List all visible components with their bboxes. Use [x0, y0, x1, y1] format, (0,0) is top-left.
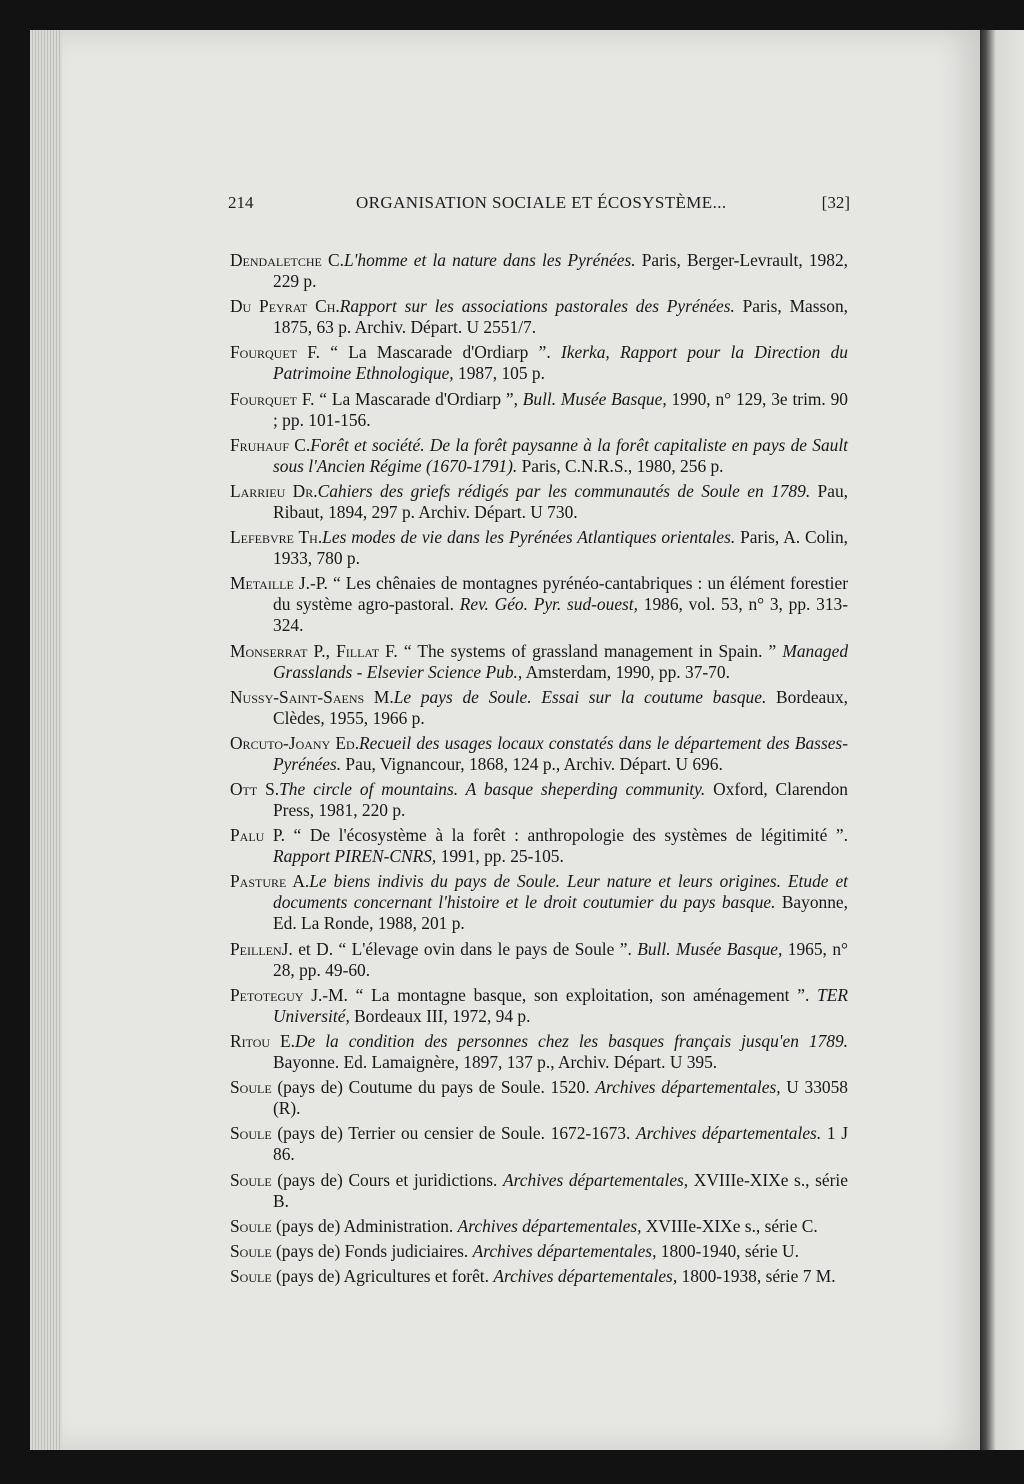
entry-details: 1991, pp. 25-105. [436, 846, 564, 867]
entry-author: Petoteguy J.-M. [230, 984, 348, 1005]
bibliography-entry [230, 481, 848, 523]
entry-author: Soule [230, 1215, 272, 1236]
entry-details: 1 J 86. [273, 1123, 848, 1165]
entry-text: (pays de) Administration. [271, 1215, 458, 1236]
entry-text: “ La montagne basque, son exploitation, son aménagement ”. [347, 984, 818, 1005]
entry-author: Pasture A. [230, 871, 310, 892]
bibliography-entry [230, 779, 848, 821]
entry-text: (pays de) Fonds judiciaires. [271, 1240, 473, 1261]
bibliography-entry [230, 687, 848, 729]
entry-author: Monserrat P., Fillat F. [230, 640, 398, 661]
entry-title: Recueil des usages locaux constatés dans le département des Basses-Pyrénées. [273, 732, 848, 774]
bibliography-entry [230, 389, 848, 431]
entry-details: U 33058 (R). [273, 1077, 848, 1119]
entry-details: 1990, n° 129, 3e trim. 90 ; pp. 101-156. [273, 388, 848, 430]
entry-author: Fruhauf C. [230, 434, 311, 455]
entry-title: Managed Grasslands - Elsevier Science Pub., [273, 640, 849, 682]
entry-author: Du Peyrat Ch. [230, 296, 340, 317]
entry-details: Oxford, Clarendon Press, 1981, 220 p. [273, 779, 848, 821]
entry-author: Palu P. [230, 825, 285, 846]
entry-author: Soule [230, 1077, 272, 1098]
bibliography-list [230, 250, 848, 1291]
entry-text: “ La Mascarade d'Ordiarp ”, [314, 388, 523, 409]
entry-title: Archives départementales, [503, 1169, 689, 1190]
entry-author: Soule [230, 1240, 272, 1261]
entry-author: Metaille J.-P. [230, 573, 328, 594]
bibliography-entry [230, 985, 848, 1027]
bibliography-entry [230, 250, 848, 292]
bibliography-entry [230, 641, 848, 683]
entry-author: Nussy-Saint-Saens M. [230, 686, 394, 707]
entry-title: Les modes de vie dans les Pyrénées Atlantiques orientales. [322, 527, 736, 548]
running-title: ORGANISATION SOCIALE ET ÉCOSYSTÈME... [356, 193, 727, 212]
bibliography-entry [230, 527, 848, 569]
entry-author: Fourquet F. [230, 388, 315, 409]
entry-details: Bayonne, Ed. La Ronde, 1988, 201 p. [273, 892, 848, 934]
entry-author: Soule [230, 1169, 272, 1190]
bibliography-entry [230, 1170, 848, 1212]
entry-details: Pau, Ribaut, 1894, 297 p. Archiv. Départ. U 730. [273, 480, 848, 522]
entry-title: Archives départementales, [457, 1215, 642, 1236]
entry-details: 1800-1938, série 7 M. [677, 1266, 836, 1287]
entry-author: Lefebvre Th. [230, 527, 323, 548]
entry-details: XVIIIe-XIXe s., série B. [273, 1169, 848, 1211]
entry-details: 1800-1940, série U. [656, 1240, 799, 1261]
entry-title: Rapport PIREN-CNRS, [273, 846, 437, 867]
bibliography-entry [230, 1241, 848, 1262]
entry-details: Bordeaux III, 1972, 94 p. [349, 1005, 531, 1026]
entry-details: Bayonne. Ed. Lamaignère, 1897, 137 p., Archiv. Départ. U 395. [273, 1052, 718, 1072]
entry-title: Cahiers des griefs rédigés par les communautés de Soule en 1789. [317, 480, 811, 501]
entry-title: Le biens indivis du pays de Soule. Leur nature et leurs origines. Etude et documents concernant l'histoire et le droit coutumier du pays basque. [273, 871, 848, 913]
entry-title: Archives départementales, [493, 1266, 678, 1287]
entry-text: “ De l'écosystème à la forêt : anthropologie des systèmes de légitimité ”. [284, 825, 848, 846]
entry-text: (pays de) Agricultures et forêt. [271, 1266, 494, 1287]
entry-title: Archives départementales, [472, 1240, 657, 1261]
bibliography-entry [230, 1266, 848, 1287]
bibliography-entry [230, 1123, 848, 1165]
book-gutter [980, 30, 1024, 1450]
entry-title: Rev. Géo. Pyr. sud-ouest, [459, 594, 638, 615]
entry-author: PeillenJ. [230, 938, 293, 959]
entry-text: (pays de) Terrier ou censier de Soule. 1672-1673. [271, 1123, 637, 1144]
entry-title: Bull. Musée Basque, [637, 938, 783, 959]
entry-title: L'homme et la nature dans les Pyrénées. [343, 250, 636, 270]
entry-details: Paris, C.N.R.S., 1980, 256 p. [517, 455, 724, 476]
bibliography-entry [230, 573, 848, 636]
entry-title: Le pays de Soule. Essai sur la coutume basque. [393, 686, 767, 707]
entry-title: Archives départementales. [636, 1123, 822, 1144]
entry-text: (pays de) Cours et juridictions. [271, 1169, 504, 1190]
entry-details: Paris, A. Colin, 1933, 780 p. [273, 527, 848, 569]
bibliography-entry [230, 1077, 848, 1119]
bibliography-entry [230, 939, 848, 981]
bibliography-entry [230, 1216, 848, 1237]
entry-author: Ritou E. [230, 1031, 295, 1051]
entry-details: Amsterdam, 1990, pp. 37-70. [522, 661, 730, 682]
entry-details: Paris, Masson, 1875, 63 p. Archiv. Départ. U 2551/7. [273, 296, 849, 338]
entry-title: Bull. Musée Basque, [522, 388, 667, 409]
entry-title: Forêt et société. De la forêt paysanne à la forêt capitaliste en pays de Sault sous l'Ancien Régime (1670-1791). [273, 434, 848, 476]
entry-author: Larrieu Dr. [230, 480, 318, 501]
entry-author: Ott S. [230, 779, 280, 800]
entry-details: 1965, n° 28, pp. 49-60. [273, 938, 848, 980]
entry-title: Ikerka, Rapport pour la Direction du Patrimoine Ethnologique, [273, 342, 848, 384]
entry-author: Orcuto-Joany Ed. [230, 732, 360, 753]
entry-text: “ The systems of grassland management in Spain. ” [397, 640, 783, 661]
entry-text: “ Les chênaies de montagnes pyrénéo-cantabriques : un élément forestier du système agro-pastoral. [273, 573, 848, 615]
running-header [228, 193, 850, 219]
entry-author: Soule [230, 1123, 272, 1144]
section-marker: [32] [821, 193, 850, 212]
bibliography-entry [230, 1031, 848, 1073]
entry-details: Pau, Vignancour, 1868, 124 p., Archiv. Départ. U 696. [341, 753, 723, 774]
entry-details: 1987, 105 p. [453, 363, 545, 384]
entry-title: TER Université, [273, 984, 849, 1026]
entry-details: Paris, Berger-Levrault, 1982, 229 p. [273, 250, 848, 291]
entry-text: et D. “ L'élevage ovin dans le pays de Soule ”. [292, 938, 638, 959]
bibliography-entry [230, 435, 848, 477]
bibliography-entry [230, 871, 848, 934]
entry-title: Rapport sur les associations pastorales des Pyrénées. [339, 296, 735, 317]
entry-title: De la condition des personnes chez les basques français jusqu'en 1789. [294, 1031, 849, 1051]
entry-author: Dendaletche C. [230, 250, 344, 270]
entry-author: Soule [230, 1266, 272, 1287]
entry-details: Bordeaux, Clèdes, 1955, 1966 p. [273, 686, 848, 728]
page-number: 214 [228, 193, 254, 212]
entry-text: “ La Mascarade d'Ordiarp ”. [319, 342, 562, 363]
bibliography-entry [230, 825, 848, 867]
entry-details: 1986, vol. 53, n° 3, pp. 313-324. [273, 594, 848, 636]
entry-text: (pays de) Coutume du pays de Soule. 1520. [271, 1077, 596, 1098]
bibliography-entry [230, 342, 848, 384]
entry-details: XVIIIe-XIXe s., série C. [641, 1215, 818, 1236]
entry-title: The circle of mountains. A basque sheperding community. [279, 779, 706, 800]
bibliography-entry [230, 296, 848, 338]
entry-title: Archives départementales, [595, 1077, 781, 1098]
entry-author: Fourquet F. [230, 342, 320, 363]
bibliography-entry [230, 733, 848, 775]
